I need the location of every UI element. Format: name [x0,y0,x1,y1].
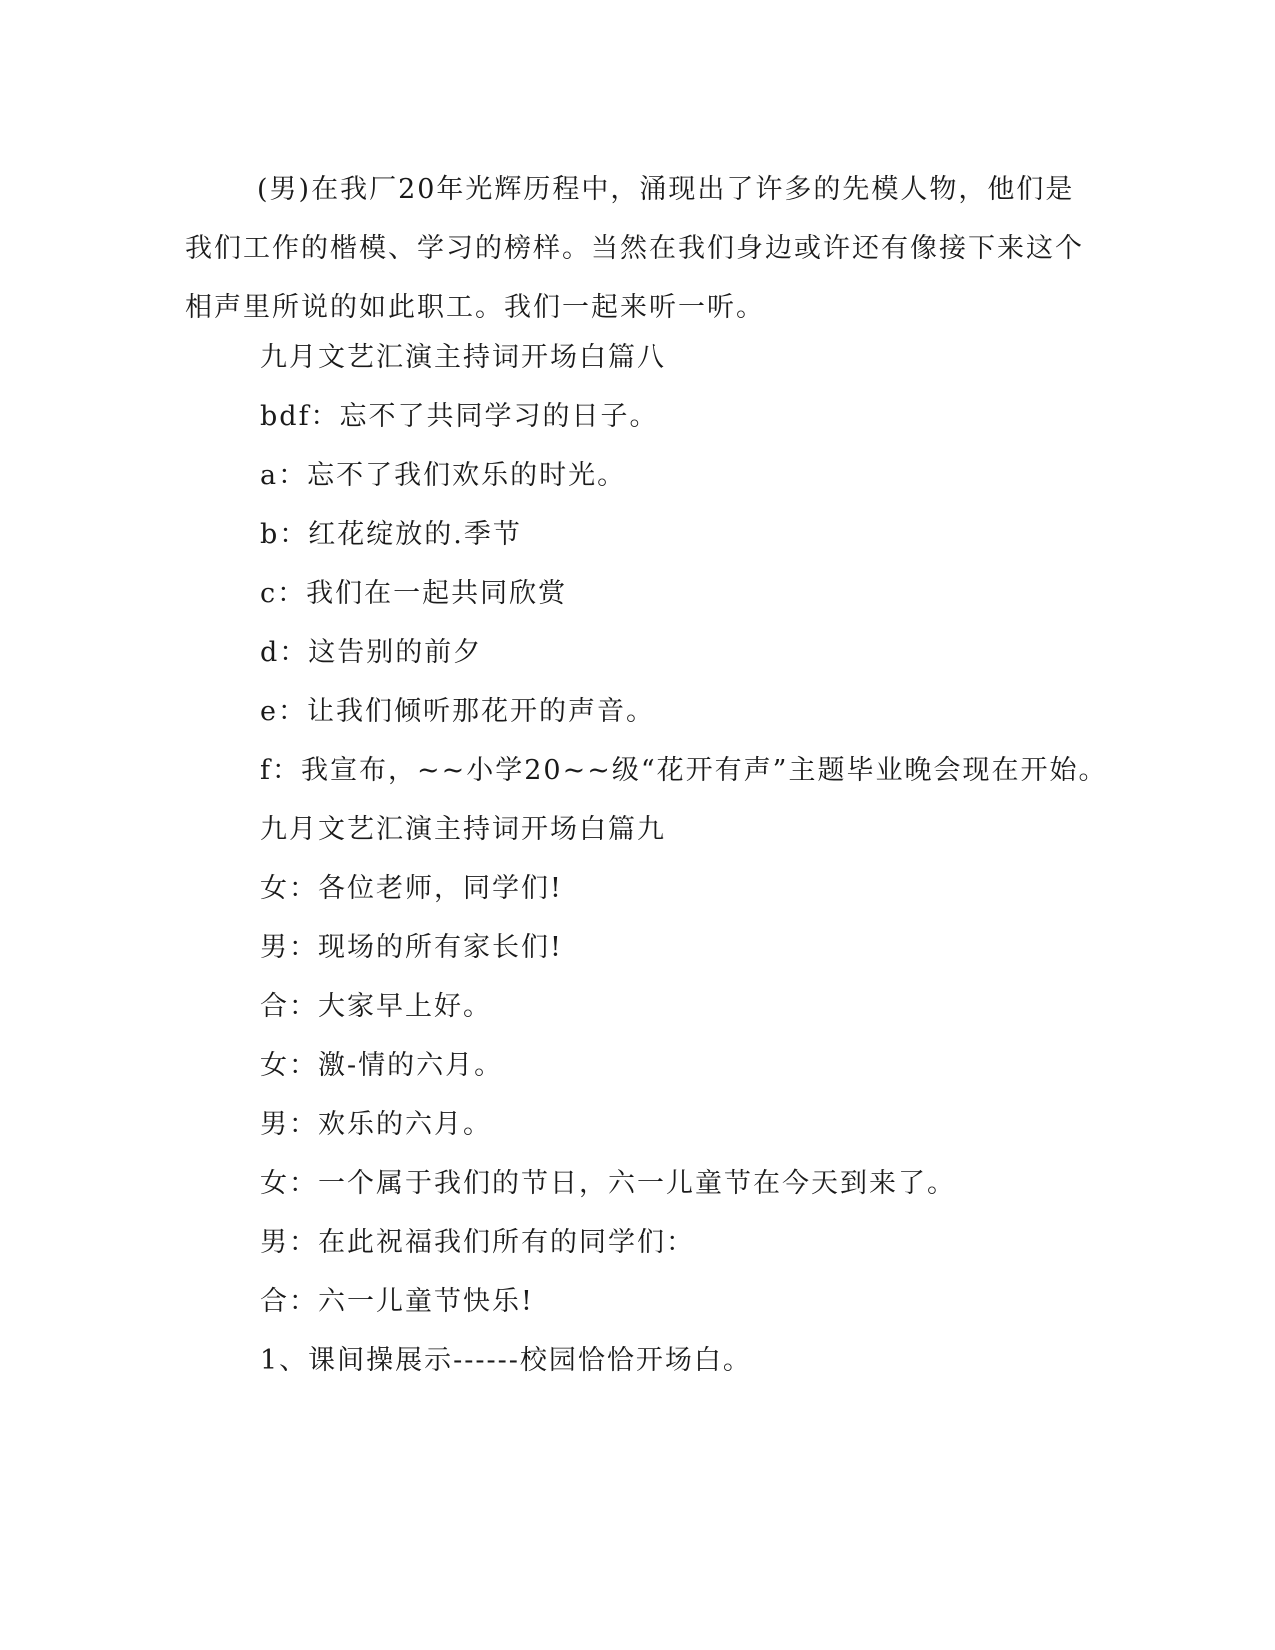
dialogue-line: a：忘不了我们欢乐的时光。 [260,460,627,491]
section-heading-9: 九月文艺汇演主持词开场白篇九 [260,814,666,845]
section-heading-8: 九月文艺汇演主持词开场白篇八 [260,342,666,373]
dialogue-line: f：我宣布，~~小学20~~级“花开有声”主题毕业晚会现在开始。 [260,755,1108,786]
intro-paragraph: (男)在我厂20年光辉历程中，涌现出了许多的先模人物，他们是我们工作的楷模、学习的榜样。当然在我们身边或许还有像接下来这个相声里所说的如此职工。我们一起来听一听。 [185,174,1084,323]
dialogue-line: 男：现场的所有家长们! [260,932,563,963]
dialogue-line: 合：六一儿童节快乐! [260,1286,534,1317]
dialogue-line: 女：各位老师，同学们! [260,873,563,904]
dialogue-line: e：让我们倾听那花开的声音。 [260,696,655,727]
dialogue-line: 男：在此祝福我们所有的同学们： [260,1227,695,1258]
dialogue-line: c：我们在一起共同欣赏 [260,578,568,609]
dialogue-line: d：这告别的前夕 [260,637,483,668]
dialogue-line: 女：激-情的六月。 [260,1050,504,1081]
dialogue-line: 合：大家早上好。 [260,991,492,1022]
program-item: 1、课间操展示------校园恰恰开场白。 [260,1345,752,1376]
dialogue-line: bdf：忘不了共同学习的日子。 [260,401,659,432]
dialogue-line: 女：一个属于我们的节日，六一儿童节在今天到来了。 [260,1168,956,1199]
dialogue-line: 男：欢乐的六月。 [260,1109,492,1140]
dialogue-line: b：红花绽放的.季节 [260,519,522,550]
